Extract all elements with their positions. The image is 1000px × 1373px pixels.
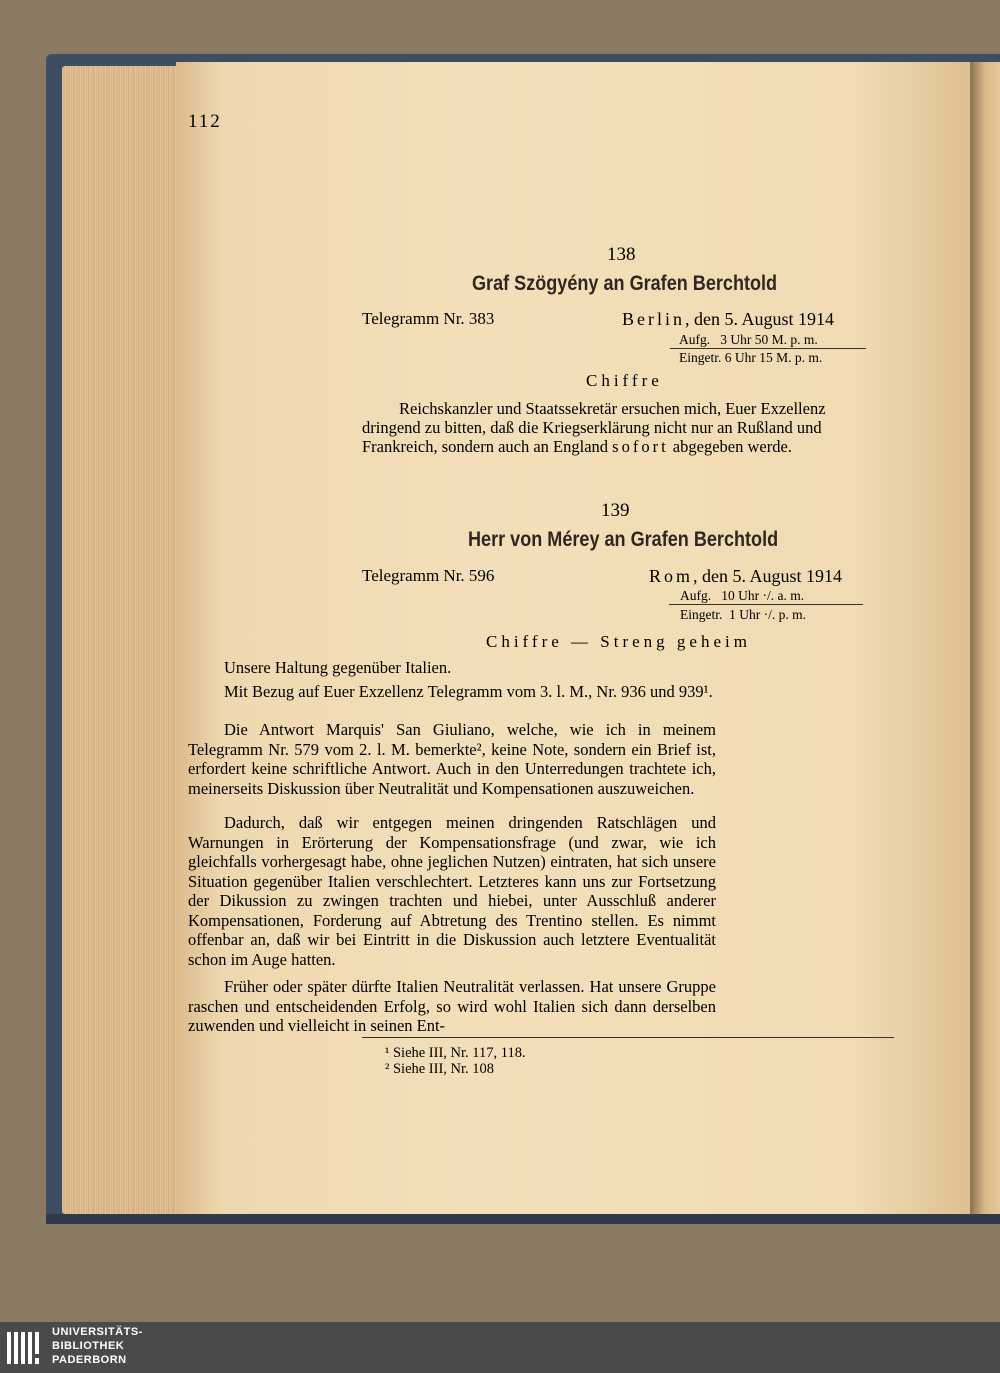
document-number: 139 — [601, 500, 630, 521]
sent-label: Aufg. — [680, 588, 712, 603]
date: , den 5. August 1914 — [693, 566, 843, 586]
sent-time: 10 Uhr ·/. a. m. — [721, 588, 805, 603]
received-time-line — [680, 606, 806, 623]
received-time: 1 Uhr ·/. p. m. — [729, 607, 806, 622]
document-title: Herr von Mérey an Grafen Berchtold — [468, 528, 779, 551]
time-divider — [669, 604, 863, 605]
received-label: Eingetr. — [680, 607, 723, 622]
footnote-divider — [362, 1037, 894, 1038]
place: Berlin — [622, 309, 685, 329]
emphasis-word: sofort — [612, 437, 669, 456]
telegram-number: Telegramm Nr. 596 — [362, 566, 495, 585]
sent-time-line — [679, 331, 818, 348]
received-time-line — [679, 349, 822, 366]
date: , den 5. August 1914 — [685, 309, 835, 329]
page-gutter — [970, 62, 1000, 1214]
received-label: Eingetr. — [679, 350, 722, 365]
paragraph: Mit Bezug auf Euer Exzellenz Telegramm vom 3. l. M., Nr. 936 und 939¹. — [224, 682, 713, 701]
library-name-line: UNIVERSITÄTS- — [52, 1326, 143, 1338]
book-bottom-edge — [46, 1214, 1000, 1224]
page-number: 112 — [188, 111, 222, 132]
document-number: 138 — [607, 244, 636, 265]
footnote: ² Siehe III, Nr. 108 — [385, 1061, 495, 1077]
paragraph: Dadurch, daß wir entgegen meinen dringenden Ratschlägen und Warnungen in Erörterung der Kompensationsfrage (und zwar, wie ich gleichfalls vorhergesagt habe, ohne jeglichen Nutzen) eintraten, hat sich unsere Situation gegenüber Italien verschlechtert. Letzteres kann uns zur Fortsetzung der Dikussion zu zwingen trachten und hiebei, unter Ausschluß anderer Kompensationen, Forderung auf Abtretung des Trentino stellen. Es nimmt offenbar an, daß wir bei Eintritt in die Diskussion auch letztere Eventualität schon im Auge hatten. — [188, 813, 716, 969]
place: Rom — [649, 566, 694, 586]
sent-time-line — [680, 587, 804, 604]
body-line: dringend zu bitten, daß die Kriegserklärung nicht nur an Rußland und — [362, 418, 822, 437]
sent-label: Aufg. — [679, 332, 711, 347]
dateline — [622, 309, 834, 330]
library-logo-icon — [5, 1328, 45, 1368]
cipher-note: Chiffre — [586, 371, 663, 390]
body-line — [362, 437, 792, 457]
dateline — [649, 566, 842, 587]
received-time: 6 Uhr 15 M. p. m. — [724, 350, 823, 365]
page-edges — [62, 66, 180, 1214]
library-name-line: BIBLIOTHEK — [52, 1340, 125, 1352]
library-logo-bar — [0, 1322, 1000, 1373]
body-text: Frankreich, sondern auch an England — [362, 437, 613, 456]
body-line: Reichskanzler und Staatssekretär ersuchen mich, Euer Exzellenz — [399, 399, 826, 418]
paragraph: Unsere Haltung gegenüber Italien. — [224, 658, 452, 677]
paragraph: Früher oder später dürfte Italien Neutralität verlassen. Hat unsere Gruppe raschen und entscheidenden Erfolg, so wird wohl Italien sich dann derselben zuwenden und vielleicht in seinen Ent- — [188, 977, 716, 1035]
sent-time: 3 Uhr 50 M. p. m. — [720, 332, 818, 347]
footnote: ¹ Siehe III, Nr. 117, 118. — [385, 1045, 526, 1061]
library-name-line: PADERBORN — [52, 1354, 127, 1366]
document-title: Graf Szögyény an Grafen Berchtold — [472, 272, 778, 295]
paragraph: Die Antwort Marquis' San Giuliano, welche, wie ich in meinem Telegramm Nr. 579 vom 2. l. M. bemerkte², keine Note, sondern ein Brief ist, erfordert keine schriftliche Antwort. Auch in den Unterredungen trachtete ich, meinerseits Diskussion über Neutralität und Kompensationen auszuweichen. — [188, 720, 716, 798]
cipher-note: Chiffre — Streng geheim — [486, 632, 751, 651]
telegram-number: Telegramm Nr. 383 — [362, 309, 495, 328]
body-text: abgegeben werde. — [668, 437, 792, 456]
